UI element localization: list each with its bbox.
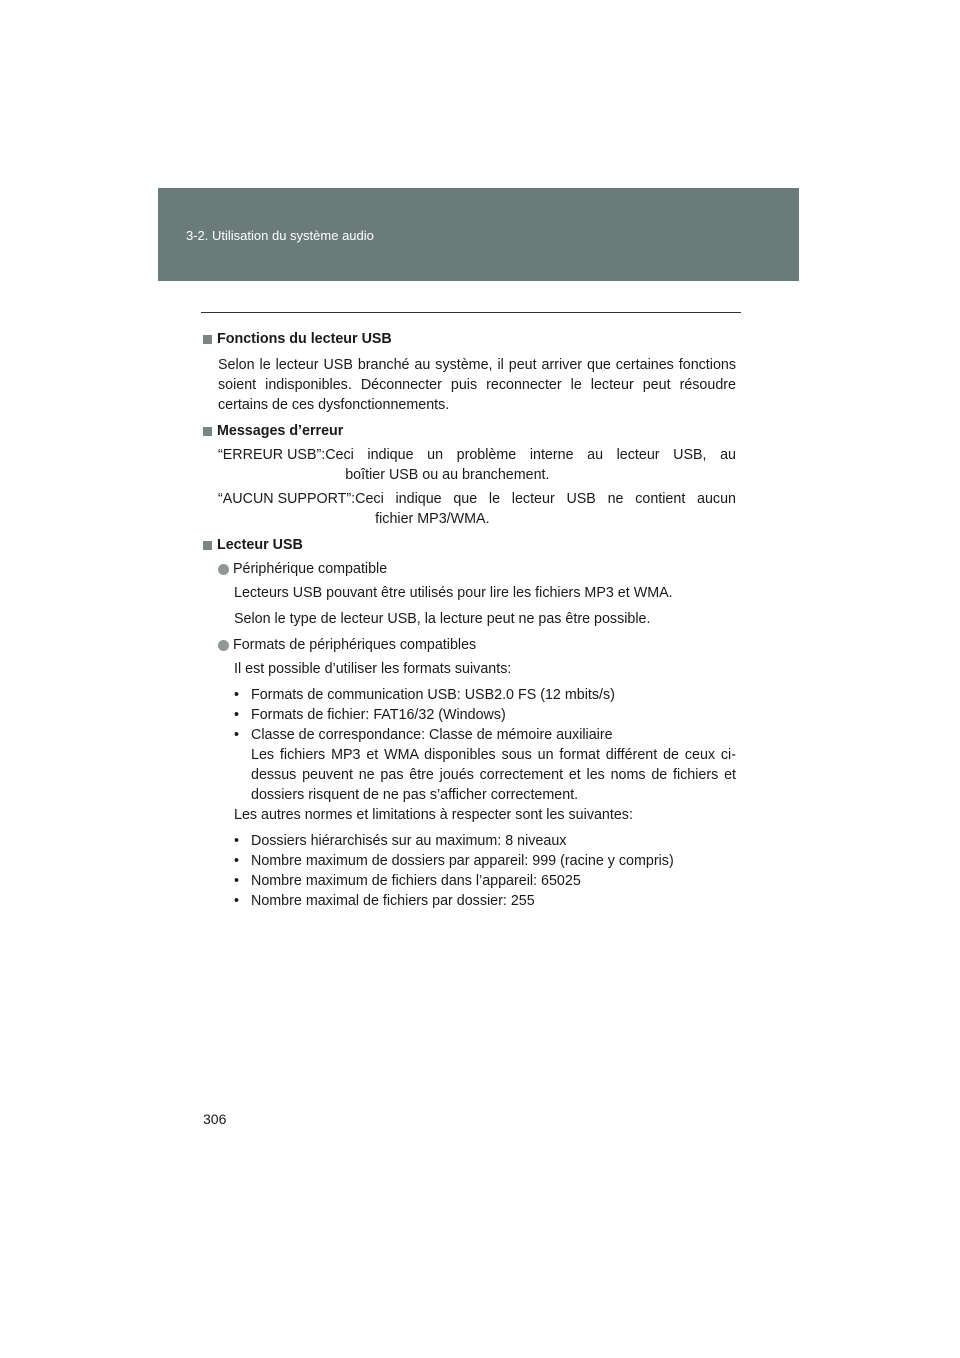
compatible-device-text-2: Selon le type de lecteur USB, la lecture peut ne pas être possible. [234, 611, 651, 627]
limits-list [203, 831, 736, 911]
error-description-line2: boîtier USB ou au branchement. [345, 467, 550, 483]
formats-note: Les fichiers MP3 et WMA disponibles sous un format différent de ceux ci-dessus peuvent ne pas être joués correctement et les noms de fichiers et dossiers risquent de ne pas s’afficher correctement. [251, 747, 736, 803]
list-item: • Nombre maximum de dossiers par appareil: 999 (racine y compris) [234, 853, 674, 869]
usb-functions-body: Selon le lecteur USB branché au système, il peut arriver que certaines fonctions soient indisponibles. Déconnecter puis reconnecter le lecteur peut résoudre certains de ces dysfonctionnements. [218, 357, 736, 413]
circle-bullet-icon [218, 640, 229, 651]
list-item: • Dossiers hiérarchisés sur au maximum: 8 niveaux [234, 833, 567, 849]
square-bullet-icon [203, 427, 212, 436]
formats-list [203, 685, 736, 745]
header-band [158, 188, 799, 281]
list-item: • Classe de correspondance: Classe de mémoire auxiliaire [234, 727, 613, 743]
subsection-compatible-device: Périphérique compatible [203, 559, 736, 579]
square-bullet-icon [203, 541, 212, 550]
breadcrumb: 3-2. Utilisation du système audio [186, 228, 374, 243]
page-number: 306 [203, 1111, 227, 1127]
error-description-line1: Ceci indique que le lecteur USB ne contient aucun [355, 491, 736, 507]
error-description-line1: Ceci indique un problème interne au lecteur USB, au [325, 447, 736, 463]
error-message-no-media [203, 489, 736, 529]
circle-bullet-icon [218, 564, 229, 575]
square-bullet-icon [203, 335, 212, 344]
limits-intro: Les autres normes et limitations à respecter sont les suivantes: [234, 807, 633, 823]
error-message-usb-error [203, 445, 736, 485]
subsection-compatible-formats: Formats de périphériques compatibles [203, 635, 736, 655]
list-item: • Nombre maximal de fichiers par dossier: 255 [234, 893, 535, 909]
list-item: • Formats de fichier: FAT16/32 (Windows) [234, 707, 506, 723]
list-item: • Nombre maximum de fichiers dans l’appareil: 65025 [234, 873, 581, 889]
compatible-formats-intro: Il est possible d’utiliser les formats suivants: [234, 661, 512, 677]
top-divider [201, 312, 741, 313]
error-label: “ERREUR USB”: [218, 447, 326, 463]
compatible-device-text-1: Lecteurs USB pouvant être utilisés pour lire les fichiers MP3 et WMA. [234, 585, 673, 601]
error-label: “AUCUN SUPPORT”: [218, 491, 356, 507]
error-description-line2: fichier MP3/WMA. [375, 511, 490, 527]
section-title-error-messages: Messages d’erreur [203, 421, 736, 441]
list-item: • Formats de communication USB: USB2.0 FS (12 mbits/s) [234, 687, 615, 703]
section-title-usb-reader: Lecteur USB [203, 535, 736, 555]
page-content [203, 329, 736, 911]
section-title-usb-functions: Fonctions du lecteur USB [203, 329, 736, 349]
